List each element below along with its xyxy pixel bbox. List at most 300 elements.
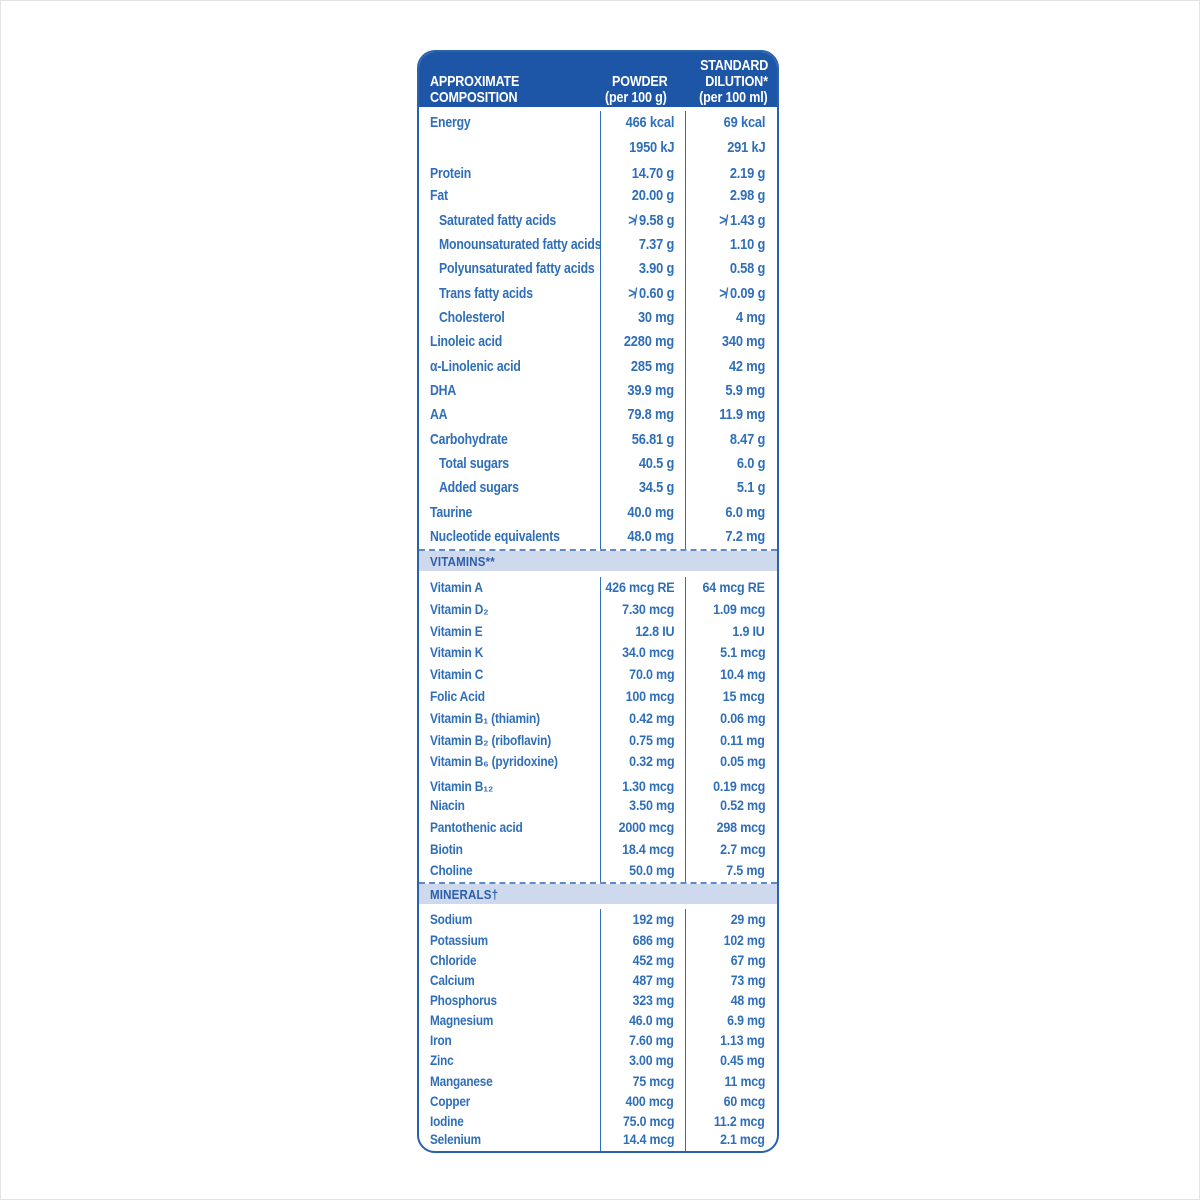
table-row: [419, 354, 777, 378]
powder-value: [600, 281, 685, 305]
nutrient-label: [419, 817, 600, 839]
powder-value: [600, 929, 685, 949]
dilution-value-text: 2.1 mcg: [720, 1130, 765, 1147]
dilution-value: [685, 795, 777, 817]
powder-value-text: 100 mcg: [625, 689, 674, 706]
nutrient-label-text: Vitamin D₂: [430, 601, 489, 618]
nutrient-label-text: Taurine: [430, 504, 473, 521]
dilution-value-text: 11 mcg: [724, 1072, 765, 1089]
dilution-value: [685, 257, 777, 281]
nutrient-label-text: Vitamin K: [430, 645, 484, 662]
nutrient-label: [419, 1070, 600, 1090]
dilution-value-text: 291 kJ: [726, 139, 765, 156]
powder-value: [600, 257, 685, 281]
powder-value: [600, 160, 685, 184]
nutrient-label: [419, 621, 600, 643]
dilution-value-text: 0.58 g: [729, 261, 765, 278]
powder-value-text: 1.30 mcg: [621, 778, 674, 795]
nutrient-label: [419, 379, 600, 403]
powder-value-text: 75 mcg: [632, 1072, 674, 1089]
dilution-value-text: 5.9 mg: [725, 382, 765, 399]
powder-value: [600, 990, 685, 1010]
table-row: [419, 1010, 777, 1030]
dilution-value: [685, 1030, 777, 1050]
nutrient-label-text: Carbohydrate: [430, 431, 508, 448]
dilution-value: [685, 452, 777, 476]
powder-value-text: 7.60 mg: [629, 1032, 674, 1049]
powder-value-text: ≯ 0.60 g: [627, 285, 674, 302]
header-text: DILUTION*: [705, 74, 768, 90]
table-row: [419, 184, 777, 208]
powder-value: [600, 1091, 685, 1111]
dilution-value-text: 73 mg: [730, 971, 765, 988]
table-row: [419, 773, 777, 795]
dilution-value: [685, 281, 777, 305]
powder-value-text: 466 kcal: [625, 115, 674, 132]
powder-value: [600, 795, 685, 817]
dilution-value-text: ≯ 1.43 g: [718, 212, 765, 229]
powder-value-text: 70.0 mg: [628, 667, 674, 684]
nutrient-label: [419, 306, 600, 330]
nutrient-label-text: Added sugars: [439, 480, 519, 497]
nutrition-composition-table: [417, 50, 779, 1153]
nutrient-label: [419, 643, 600, 665]
table-row: [419, 686, 777, 708]
powder-value-text: 18.4 mcg: [621, 841, 674, 858]
nutrient-label: [419, 525, 600, 549]
dilution-value: [685, 354, 777, 378]
powder-value: [600, 379, 685, 403]
powder-value: [600, 577, 685, 599]
nutrient-label-text: Protein: [430, 166, 472, 183]
powder-value: [600, 817, 685, 839]
powder-value: [600, 427, 685, 451]
table-row: [419, 970, 777, 990]
dilution-value: [685, 1010, 777, 1030]
dilution-value-text: 8.47 g: [729, 431, 765, 448]
dilution-value: [685, 1091, 777, 1111]
table-row: [419, 257, 777, 281]
dilution-value-text: 10.4 mg: [719, 667, 765, 684]
header-text: APPROXIMATE: [430, 74, 520, 90]
nutrient-label-text: Folic Acid: [430, 689, 485, 706]
nutrient-label: [419, 354, 600, 378]
dilution-value-text: 4 mg: [735, 309, 765, 326]
dilution-value-text: 69 kcal: [723, 115, 765, 132]
nutrient-label: [419, 909, 600, 929]
powder-value-text: 487 mg: [632, 971, 674, 988]
nutrient-label-text: Zinc: [430, 1052, 454, 1069]
nutrient-label: [419, 452, 600, 476]
nutrient-label: [419, 208, 600, 232]
table-row: [419, 1030, 777, 1050]
table-row: [419, 950, 777, 970]
powder-value: [600, 909, 685, 929]
dilution-value-text: 6.0 mg: [725, 504, 765, 521]
dilution-value: [685, 1131, 777, 1152]
nutrient-label-text: Pantothenic acid: [430, 819, 523, 836]
section-macronutrients: [419, 107, 777, 549]
powder-value-text: 75.0 mcg: [622, 1112, 674, 1129]
powder-value-text: 323 mg: [632, 991, 674, 1008]
dilution-value: [685, 621, 777, 643]
nutrient-label: [419, 1050, 600, 1070]
nutrient-label-text: Energy: [430, 115, 471, 132]
dilution-value: [685, 861, 777, 883]
powder-value-text: 426 mcg RE: [604, 580, 674, 597]
powder-value: [600, 643, 685, 665]
dilution-value: [685, 839, 777, 861]
table-row: [419, 233, 777, 257]
nutrient-label-text: AA: [430, 407, 448, 424]
powder-value-text: 46.0 mg: [629, 1012, 674, 1029]
nutrient-label-text: Linoleic acid: [430, 334, 503, 351]
dilution-value: [685, 1070, 777, 1090]
dilution-value-text: 0.45 mg: [720, 1052, 765, 1069]
dilution-value-text: 2.19 g: [729, 166, 765, 183]
powder-value-text: 3.50 mg: [628, 798, 674, 815]
table-row: [419, 330, 777, 354]
dilution-value-text: 48 mg: [730, 991, 765, 1008]
dilution-value: [685, 817, 777, 839]
nutrient-label-text: Copper: [430, 1092, 471, 1109]
powder-value: [600, 330, 685, 354]
table-row: [419, 135, 777, 159]
dilution-value-text: 0.19 mcg: [712, 778, 765, 795]
section-band-vitamins: [419, 551, 777, 571]
dilution-value-text: 1.09 mcg: [712, 601, 765, 618]
table-row: [419, 306, 777, 330]
powder-value-text: 79.8 mg: [627, 407, 674, 424]
dilution-value: [685, 135, 777, 159]
table-row: [419, 990, 777, 1010]
dilution-value-text: 11.2 mcg: [714, 1112, 765, 1129]
powder-value-text: 0.42 mg: [628, 710, 674, 727]
dilution-value-text: 11.9 mg: [719, 407, 765, 424]
powder-value-text: 56.81 g: [631, 431, 674, 448]
nutrient-label: [419, 427, 600, 451]
powder-value: [600, 403, 685, 427]
dilution-value-text: ≯ 0.09 g: [718, 285, 765, 302]
dilution-value-text: 60 mcg: [723, 1092, 765, 1109]
nutrient-label-text: Vitamin C: [430, 667, 484, 684]
powder-value: [600, 708, 685, 730]
nutrient-label-text: Magnesium: [430, 1012, 494, 1029]
table-row: [419, 208, 777, 232]
table-row: [419, 861, 777, 883]
dilution-value: [685, 577, 777, 599]
dilution-value-text: 340 mg: [721, 334, 765, 351]
nutrient-label-text: Saturated fatty acids: [439, 212, 557, 229]
dilution-value-text: 29 mg: [730, 911, 765, 928]
nutrient-label: [419, 686, 600, 708]
nutrient-label-text: Niacin: [430, 798, 465, 815]
section-minerals: [419, 904, 777, 1151]
nutrient-label: [419, 861, 600, 883]
powder-value: [600, 208, 685, 232]
powder-value-text: 50.0 mg: [628, 863, 674, 880]
dilution-value: [685, 427, 777, 451]
powder-value: [600, 111, 685, 135]
table-row: [419, 730, 777, 752]
nutrient-label: [419, 577, 600, 599]
table-row: [419, 795, 777, 817]
nutrient-label: [419, 184, 600, 208]
dilution-value-text: 5.1 mcg: [719, 645, 765, 662]
nutrient-label: [419, 160, 600, 184]
powder-value: [600, 1070, 685, 1090]
nutrient-label-text: Selenium: [430, 1130, 481, 1147]
dilution-value: [685, 730, 777, 752]
nutrient-label: [419, 990, 600, 1010]
dilution-value: [685, 909, 777, 929]
nutrient-label-text: Total sugars: [439, 455, 509, 472]
dilution-value: [685, 403, 777, 427]
nutrient-label: [419, 708, 600, 730]
powder-value: [600, 730, 685, 752]
nutrient-label: [419, 233, 600, 257]
nutrient-label-text: DHA: [430, 382, 457, 399]
table-body: [419, 107, 777, 1151]
powder-value-text: 285 mg: [630, 358, 674, 375]
nutrient-label-text: Vitamin B₆ (pyridoxine): [430, 754, 558, 771]
header-text: POWDER: [611, 74, 667, 90]
nutrient-label-text: Cholesterol: [439, 309, 505, 326]
header-text: STANDARD: [699, 58, 768, 74]
dilution-value: [685, 752, 777, 774]
nutrient-label-text: Nucleotide equivalents: [430, 529, 560, 546]
powder-value-text: 192 mg: [632, 911, 674, 928]
dilution-value-text: 2.7 mcg: [719, 841, 765, 858]
powder-value-text: 30 mg: [637, 309, 674, 326]
dilution-value: [685, 708, 777, 730]
powder-value-text: 3.00 mg: [629, 1052, 674, 1069]
nutrient-label-text: Manganese: [430, 1072, 493, 1089]
table-row: [419, 752, 777, 774]
dilution-value-text: 1.10 g: [729, 236, 765, 253]
table-row: [419, 1131, 777, 1151]
dilution-value: [685, 970, 777, 990]
nutrient-label: [419, 730, 600, 752]
powder-value-text: 1950 kJ: [628, 139, 674, 156]
nutrient-label: [419, 795, 600, 817]
nutrient-label: [419, 330, 600, 354]
dilution-value: [685, 773, 777, 795]
powder-value-text: 14.70 g: [631, 166, 674, 183]
nutrient-label: [419, 950, 600, 970]
powder-value: [600, 950, 685, 970]
nutrient-label-text: Vitamin E: [430, 623, 483, 640]
table-row: [419, 452, 777, 476]
powder-value-text: 40.5 g: [638, 455, 674, 472]
table-row: [419, 525, 777, 549]
dilution-value: [685, 525, 777, 549]
powder-value-text: 7.37 g: [638, 236, 674, 253]
nutrient-label-text: Choline: [430, 863, 473, 880]
nutrient-label-text: Monounsaturated fatty acids: [439, 236, 602, 253]
table-header: [419, 52, 777, 107]
table-row: [419, 160, 777, 184]
powder-value-text: 452 mg: [632, 951, 674, 968]
powder-value-text: 686 mg: [632, 931, 674, 948]
table-row: [419, 599, 777, 621]
powder-value-text: 40.0 mg: [627, 504, 674, 521]
nutrient-label-text: Chloride: [430, 951, 477, 968]
nutrient-label: [419, 281, 600, 305]
dilution-value: [685, 233, 777, 257]
dilution-value: [685, 330, 777, 354]
table-row: [419, 817, 777, 839]
nutrient-label-text: Iodine: [430, 1112, 464, 1129]
dilution-value: [685, 160, 777, 184]
dilution-value: [685, 929, 777, 949]
nutrient-label-text: Vitamin B₁ (thiamin): [430, 710, 540, 727]
powder-value-text: 0.75 mg: [628, 732, 674, 749]
nutrient-label: [419, 257, 600, 281]
nutrient-label: [419, 1030, 600, 1050]
powder-value: [600, 1010, 685, 1030]
nutrient-label: [419, 501, 600, 525]
table-row: [419, 929, 777, 949]
dilution-value: [685, 599, 777, 621]
powder-value-text: 0.32 mg: [628, 754, 674, 771]
dilution-value-text: 0.11 mg: [720, 732, 765, 749]
section-title: VITAMINS**: [430, 553, 495, 569]
dilution-value: [685, 1111, 777, 1131]
powder-value: [600, 1030, 685, 1050]
dilution-value: [685, 379, 777, 403]
dilution-value: [685, 111, 777, 135]
nutrient-label-text: α-Linolenic acid: [430, 358, 521, 375]
nutrient-label: [419, 403, 600, 427]
table-row: [419, 664, 777, 686]
dilution-value: [685, 501, 777, 525]
dilution-value-text: 0.06 mg: [719, 710, 765, 727]
dilution-value-text: 6.9 mg: [727, 1012, 765, 1029]
powder-value-text: 39.9 mg: [627, 382, 674, 399]
table-row: [419, 1070, 777, 1090]
table-row: [419, 909, 777, 929]
nutrient-label: [419, 839, 600, 861]
dilution-value-text: 64 mcg RE: [702, 580, 765, 597]
powder-value: [600, 839, 685, 861]
nutrient-label-text: Phosphorus: [430, 991, 497, 1008]
header-text: COMPOSITION: [430, 90, 518, 106]
powder-value: [600, 861, 685, 883]
dilution-value: [685, 184, 777, 208]
dilution-value-text: 15 mcg: [723, 689, 765, 706]
dilution-value-text: 67 mg: [730, 951, 765, 968]
powder-value: [600, 501, 685, 525]
nutrient-label-text: Sodium: [430, 911, 473, 928]
dilution-value: [685, 1050, 777, 1070]
dilution-value: [685, 208, 777, 232]
section-vitamins: [419, 571, 777, 882]
dilution-value-text: 102 mg: [723, 931, 765, 948]
table-row: [419, 839, 777, 861]
powder-value: [600, 306, 685, 330]
dilution-value-text: 42 mg: [728, 358, 765, 375]
table-row: [419, 577, 777, 599]
powder-value: [600, 1131, 685, 1152]
powder-value: [600, 1111, 685, 1131]
header-text: (per 100 ml): [699, 90, 768, 106]
dilution-value-text: 1.9 IU: [732, 623, 765, 640]
nutrient-label: [419, 599, 600, 621]
nutrient-label-text: Trans fatty acids: [439, 285, 533, 302]
nutrient-label-text: Biotin: [430, 841, 463, 858]
powder-value-text: 48.0 mg: [627, 529, 674, 546]
table-row: [419, 708, 777, 730]
table-row: [419, 476, 777, 500]
section-band-minerals: [419, 884, 777, 904]
nutrient-label: [419, 970, 600, 990]
dilution-value-text: 5.1 g: [736, 480, 765, 497]
powder-value: [600, 970, 685, 990]
nutrient-label-text: Fat: [430, 188, 448, 205]
nutrient-label: [419, 752, 600, 774]
nutrient-label-text: Polyunsaturated fatty acids: [439, 261, 595, 278]
nutrient-label: [419, 111, 600, 135]
dilution-value: [685, 950, 777, 970]
nutrient-label-text: Potassium: [430, 931, 488, 948]
powder-value: [600, 599, 685, 621]
nutrient-label-text: Iron: [430, 1032, 452, 1049]
header-powder-column: [580, 74, 676, 106]
table-row: [419, 643, 777, 665]
powder-value-text: 34.0 mcg: [621, 645, 674, 662]
powder-value: [600, 184, 685, 208]
table-row: [419, 1050, 777, 1070]
dilution-value-text: 7.2 mg: [725, 529, 765, 546]
dilution-value-text: 6.0 g: [736, 455, 765, 472]
table-row: [419, 501, 777, 525]
powder-value-text: 3.90 g: [638, 261, 674, 278]
header-text: (per 100 g): [605, 90, 667, 106]
powder-value-text: 34.5 g: [638, 480, 674, 497]
powder-value-text: 2280 mg: [623, 334, 674, 351]
dilution-value-text: 1.13 mg: [720, 1032, 765, 1049]
powder-value: [600, 773, 685, 795]
nutrient-label: [419, 773, 600, 795]
powder-value-text: 7.30 mcg: [621, 601, 674, 618]
powder-value-text: 12.8 IU: [634, 623, 674, 640]
powder-value-text: 400 mcg: [625, 1092, 674, 1109]
powder-value: [600, 1050, 685, 1070]
powder-value-text: 14.4 mcg: [622, 1130, 674, 1147]
powder-value: [600, 686, 685, 708]
powder-value: [600, 664, 685, 686]
nutrient-label: [419, 929, 600, 949]
powder-value-text: 2000 mcg: [618, 819, 674, 836]
powder-value: [600, 452, 685, 476]
powder-value: [600, 621, 685, 643]
table-row: [419, 281, 777, 305]
dilution-value: [685, 990, 777, 1010]
dilution-value-text: 0.52 mg: [719, 798, 765, 815]
nutrient-label: [419, 135, 600, 159]
table-row: [419, 1111, 777, 1131]
powder-value: [600, 135, 685, 159]
table-row: [419, 379, 777, 403]
header-dilution-column: [676, 58, 777, 106]
nutrient-label: [419, 1131, 600, 1152]
powder-value-text: ≯ 9.58 g: [627, 212, 674, 229]
table-row: [419, 427, 777, 451]
table-row: [419, 1091, 777, 1111]
nutrient-label-text: Vitamin B₁₂: [430, 778, 494, 795]
powder-value: [600, 233, 685, 257]
